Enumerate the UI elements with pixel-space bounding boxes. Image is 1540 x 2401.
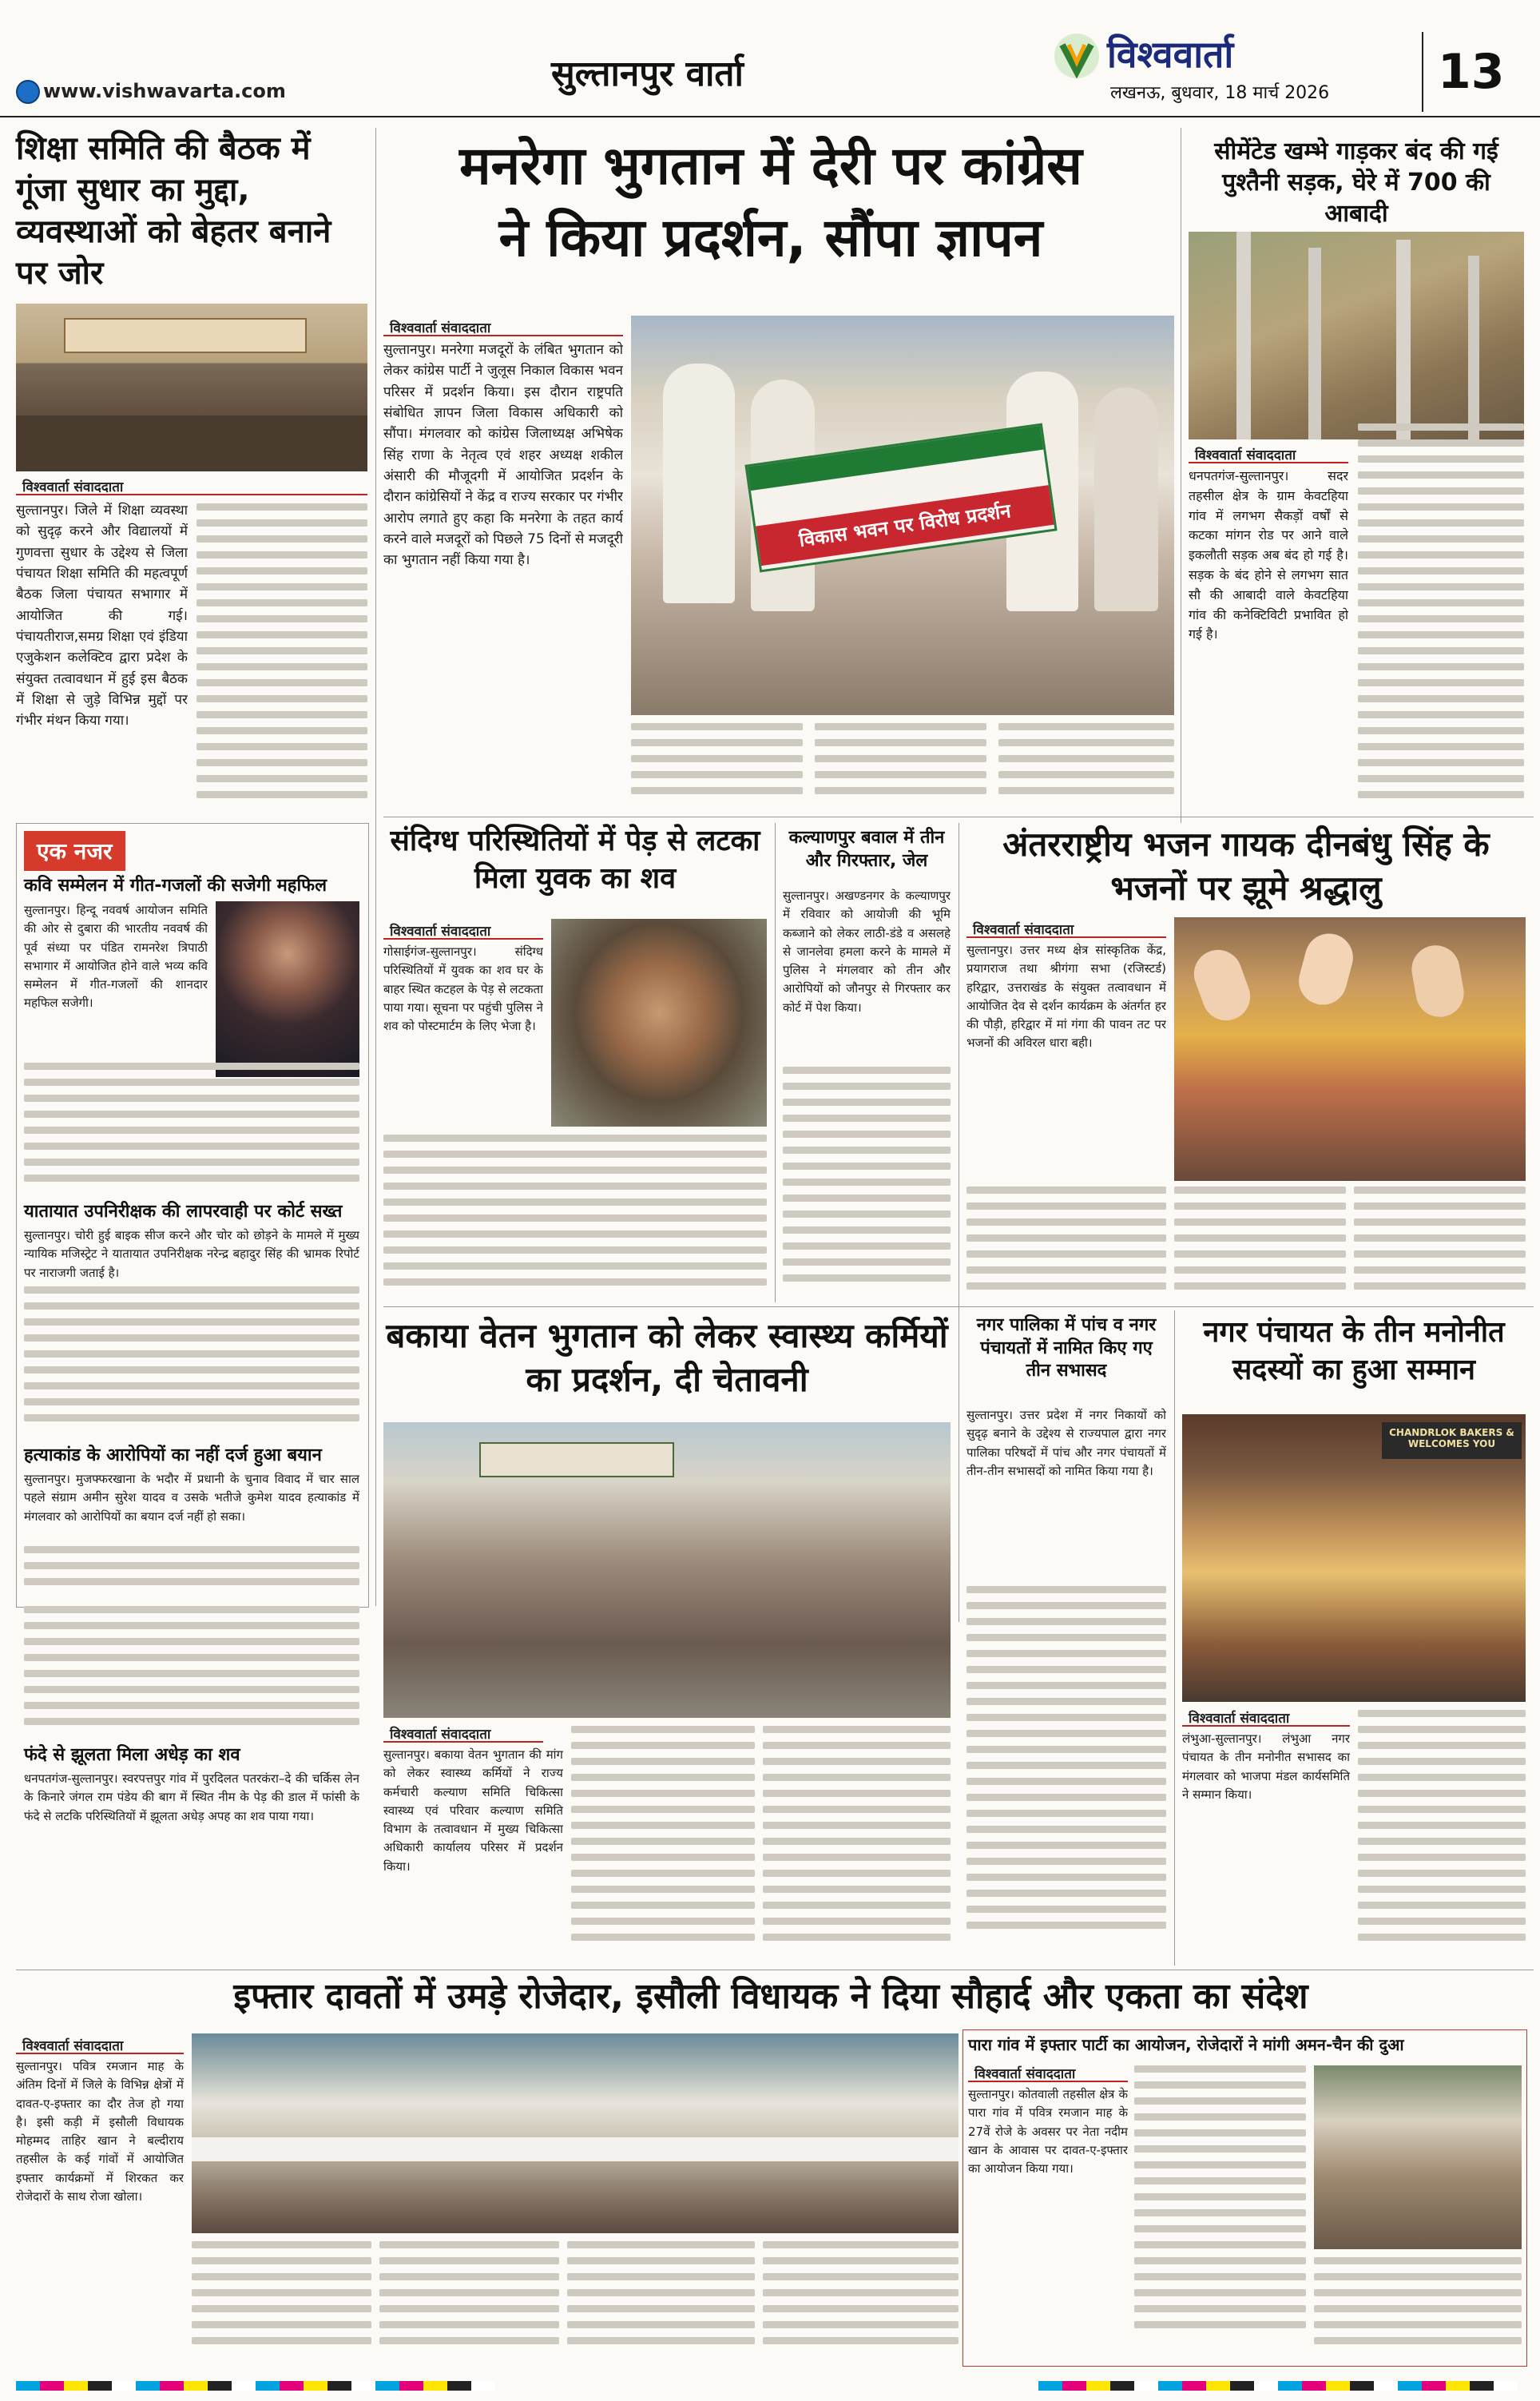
brand-logo-icon bbox=[1053, 32, 1101, 80]
page-number: 13 bbox=[1438, 44, 1505, 100]
brief1-body: सुल्तानपुर। हिन्दू नववर्ष आयोजन समिति की ओर से दुबारा की भारतीय नववर्ष की पूर्व संध्या पर पंडित रामनरेश त्रिपाठी सभागार में आयोजित होने वाले भव्य कवि सम्मेलन में गीत-गजलों की शानदार महफिल सजेगी। bbox=[24, 903, 208, 1011]
bhajan-headline: अंतरराष्ट्रीय भजन गायक दीनबंधु सिंह के भजनों पर झूमे श्रद्धालु bbox=[1002, 825, 1490, 908]
nagar-panchayat-body: लंभुआ-सुल्तानपुर। लंभुआ नगर पंचायत के तीन मनोनीत सभासद का मंगलवार को भाजपा मंडल कार्यसमिति ने सम्मान किया। bbox=[1182, 1731, 1350, 1802]
brief3-body: सुल्तानपुर। मुजफ्फरखाना के भदौर में प्रधानी के चुनाव विवाद में चार साल पहले संग्राम अमीन सुरेश यादव व उसके भतीजे कुमेश यादव हत्याकांड में मंगलवार को आरोपियों का बयान दर्ज नहीं हो सका। bbox=[24, 1472, 359, 1524]
brief1-headline: कवि सम्मेलन में गीत-गजलों की सजेगी महफिल bbox=[24, 876, 327, 896]
dateline: लखनऊ, बुधवार, 18 मार्च 2026 bbox=[1110, 83, 1330, 103]
bakaya-body: सुल्तानपुर। बकाया वेतन भुगतान की मांग को लेकर स्वास्थ्य कर्मियों ने राज्य कर्मचारी कल्याण समिति चिकित्सा स्वास्थ्य एवं परिवार कल्याण समिति विभाग के तत्वावधान में मुख्य चिकित्सा अधिकारी कार्यालय परिसर में प्रदर्शन किया। bbox=[383, 1747, 563, 1874]
kalyanpur-headline: कल्याणपुर बवाल में तीन और गिरफ्तार, जेल bbox=[788, 828, 945, 871]
iftar-headline: इफ्तार दावतों में उमड़े रोजेदार, इसौली विधायक ने दिया सौहार्द और एकता का संदेश bbox=[233, 1976, 1308, 2017]
para-gaon-photo bbox=[1314, 2065, 1522, 2249]
brief2-headline: यातायात उपनिरीक्षक की लापरवाही पर कोर्ट सख्त bbox=[24, 1202, 343, 1222]
header bbox=[0, 0, 1540, 120]
iftar-photo bbox=[192, 2033, 959, 2233]
bakaya-photo bbox=[383, 1422, 951, 1718]
brief4-headline: फंदे से झूलता मिला अधेड़ का शव bbox=[24, 1745, 240, 1765]
para-gaon-body: सुल्तानपुर। कोतवाली तहसील क्षेत्र के पारा गांव में पवित्र रमजान माह के 27वें रोजे के अवसर पर नेता नदीम खान के आवास पर दावत-ए-इफ्तार का आयोजन किया गया। bbox=[968, 2087, 1128, 2176]
shiksha-headline: शिक्षा समिति की बैठक में गूंजा सुधार का मुद्दा, व्यवस्थाओं को बेहतर बनाने पर जोर bbox=[16, 130, 331, 292]
iftar-byline: विश्ववार्ता संवाददाता bbox=[16, 2033, 184, 2054]
lead-headline-1: मनरेगा भुगतान में देरी पर कांग्रेस bbox=[459, 135, 1082, 197]
bakaya-headline: बकाया वेतन भुगतान को लेकर स्वास्थ्य कर्मियों का प्रदर्शन, दी चेतावनी bbox=[386, 1316, 948, 1399]
lead-byline: विश्ववार्ता संवाददाता bbox=[383, 316, 623, 336]
lead-photo bbox=[631, 316, 1174, 715]
shiksha-photo bbox=[16, 304, 367, 471]
lead-banner-text: विकास भवन पर विरोध प्रदर्शन bbox=[756, 485, 1054, 566]
brief1-photo bbox=[216, 901, 359, 1077]
para-gaon-byline: विश्ववार्ता संवाददाता bbox=[968, 2061, 1128, 2082]
nagar-panchayat-byline: विश्ववार्ता संवाददाता bbox=[1182, 1706, 1350, 1727]
shiksha-byline: विश्ववार्ता संवाददाता bbox=[16, 475, 367, 495]
nagar-panchayat-headline: नगर पंचायत के तीन मनोनीत सदस्यों का हुआ सम्मान bbox=[1203, 1316, 1505, 1386]
sandigdh-headline: संदिग्ध परिस्थितियों में पेड़ से लटका मिला युवक का शव bbox=[390, 825, 760, 895]
lead-body: सुल्तानपुर। मनरेगा मजदूरों के लंबित भुगतान को लेकर कांग्रेस पार्टी ने जुलूस निकाल विकास भवन परिसर में प्रदर्शन किया। इस दौरान राष्ट्रपति संबोधित ज्ञापन जिला विकास अधिकारी को सौंपा। मंगलवार को कांग्रेस जिलाध्यक्ष अभिषेक सिंह राणा के नेतृत्व एवं शहर अध्यक्ष शकील अंसारी की मौजूदगी में आयोजित प्रदर्शन के दौरान कांग्रेसियों ने केंद्र व राज्य सरकार पर गंभीर आरोप लगाते हुए कहा कि मनरेगा के तहत कार्य करने वाले मजदूरों को पिछले 75 दिनों से मजदूरी का भुगतान नहीं किया गया है। bbox=[383, 342, 623, 569]
cement-body-cont bbox=[1358, 423, 1524, 807]
website-url[interactable]: www.vishwavarta.com bbox=[43, 80, 286, 102]
section-title: सुल्तानपुर वार्ता bbox=[551, 54, 744, 94]
kalyanpur-body: सुल्तानपुर। अखण्डनगर के कल्याणपुर में रविवार को आयोजी की भूमि कब्जाने को लेकर लाठी-डंडे व असलहे से जानलेवा हमला करने के मामले में पुलिस ने मंगलवार को तीन और आरोपियों को जौनपुर से गिरफ्तार कर कोर्ट में पेश किया। bbox=[783, 888, 951, 1015]
brief3-headline: हत्याकांड के आरोपियों का नहीं दर्ज हुआ बयान bbox=[24, 1445, 322, 1465]
bhajan-body: सुल्तानपुर। उत्तर मध्य क्षेत्र सांस्कृतिक केंद्र, प्रयागराज तथा श्रीगंगा सभा (रजिस्टर्ड) हरिद्वार, उत्तराखंड के संयुक्त तत्वावधान में आयोजित देव से दर्शन कार्यक्रम के अंतर्गत हर की पौड़ी, हरिद्वार में मां गंगा की पावन तट पर भजनों की अविरल धारा बही। bbox=[966, 943, 1166, 1051]
cement-body: धनपतगंज-सुल्तानपुर। सदर तहसील क्षेत्र के ग्राम केवटहिया गांव में लगभग सैकड़ों वर्षों से कटका मांगन रोड पर आने वाले इकलौती सड़क अब बंद हो गई है। सड़क के बंद होने से लगभग सात सौ की आबादी वाले केवटहिया गांव की कनेक्टिविटी प्रभावित हो गई है। bbox=[1189, 468, 1348, 642]
cement-byline: विश्ववार्ता संवाददाता bbox=[1189, 443, 1348, 463]
bakaya-byline: विश्ववार्ता संवाददाता bbox=[383, 1722, 543, 1743]
globe-icon bbox=[16, 80, 40, 104]
sandigdh-photo bbox=[551, 919, 767, 1127]
cement-photo bbox=[1189, 232, 1524, 439]
brand-name: विश्ववार्ता bbox=[1107, 33, 1234, 76]
lead-headline-2: ने किया प्रदर्शन, सौंपा ज्ञापन bbox=[498, 207, 1043, 268]
bhajan-byline: विश्ववार्ता संवाददाता bbox=[966, 917, 1166, 938]
nagar-palika-headline: नगर पालिका में पांच व नगर पंचायतों में नामित किए गए तीन सभासद bbox=[976, 1315, 1157, 1381]
color-strip-right bbox=[1038, 2381, 1518, 2391]
brief4-body: धनपतगंज-सुल्तानपुर। स्वरपत्तपुर गांव में पुरदिलत पतरकंरा–दे की चर्किस लेन के किनारे जंगल राम पंडेय की बाग में स्थित नीम के पेड़ की डाल में फांसी के फंदे से लटकि परिस्थितियों में झूलता अधेड़ अपह का शव पाया गया। bbox=[24, 1771, 359, 1823]
shiksha-body: सुल्तानपुर। जिले में शिक्षा व्यवस्था को सुदृढ़ करने और विद्यालयों में गुणवत्ता सुधार के उद्देश्य से जिला पंचायत शिक्षा समिति की महत्वपूर्ण बैठक जिला पंचायत सभागार में आयोजित की गई। पंचायतीराज,समग्र शिक्षा एवं इंडिया एजुकेशन कलेक्टिव द्वारा प्रदेश के संयुक्त तत्वावधान में हुई इस बैठक में शिक्षा से जुड़े विभिन्न मुद्दों पर गंभीर मंथन किया गया। bbox=[16, 503, 188, 729]
nagar-panchayat-photo bbox=[1182, 1414, 1526, 1702]
ek-nazar-title: एक नजर bbox=[24, 831, 125, 871]
lead-body-cont-2 bbox=[815, 723, 986, 811]
sandigdh-body: गोसाईगंज-सुल्तानपुर। संदिग्ध परिस्थितियों में युवक का शव घर के बाहर स्थित कटहल के पेड़ से लटकता पाया गया। सूचना पर पहुंची पुलिस ने शव को पोस्टमार्टम के लिए भेजा है। bbox=[383, 944, 543, 1033]
shiksha-body-cont bbox=[196, 503, 367, 815]
nagar-palika-body: सुल्तानपुर। उत्तर प्रदेश में नगर निकायों को सुदृढ़ बनाने के उद्देश्य से राज्यपाल द्वारा नगर पालिका परिषदों में पांच और नगर पंचायतों में तीन-तीन सभासदों को नामित किया गया है। bbox=[966, 1408, 1166, 1478]
bhajan-photo bbox=[1174, 917, 1526, 1181]
brief2-body: सुल्तानपुर। चोरी हुई बाइक सीज करने और चोर को छोड़ने के मामले में मुख्य न्यायिक मजिस्ट्रेट ने यातायात उपनिरीक्षक नरेन्द्र बहादुर सिंह की भ्रामक रिपोर्ट पर नाराजगी जताई है। bbox=[24, 1228, 359, 1280]
sandigdh-byline: विश्ववार्ता संवाददाता bbox=[383, 919, 543, 940]
cement-headline: सीमेंटेड खम्भे गाड़कर बंद की गई पुश्तैनी सड़क, घेरे में 700 की आबादी bbox=[1214, 137, 1498, 228]
lead-body-cont-1 bbox=[631, 723, 803, 811]
lead-body-cont-3 bbox=[998, 723, 1174, 811]
color-strip-left bbox=[16, 2381, 495, 2391]
para-gaon-headline: पारा गांव में इफ्तार पार्टी का आयोजन, रोजेदारों ने मांगी अमन-चैन की दुआ bbox=[968, 2035, 1404, 2054]
shop-sign: CHANDRLOK BAKERS & WELCOMES YOU bbox=[1382, 1422, 1522, 1459]
iftar-body: सुल्तानपुर। पवित्र रमजान माह के अंतिम दिनों में जिले के विभिन्न क्षेत्रों में दावत-ए-इफ्तार का दौर तेज हो गया है। इसी कड़ी में इसौली विधायक मोहम्मद ताहिर खान ने बल्दीराय तहसील के कई गांवों में आयोजित इफ्तार कार्यक्रमों में शिरकत कर रोजेदारों के साथ रोजा खोला। bbox=[16, 2059, 184, 2204]
